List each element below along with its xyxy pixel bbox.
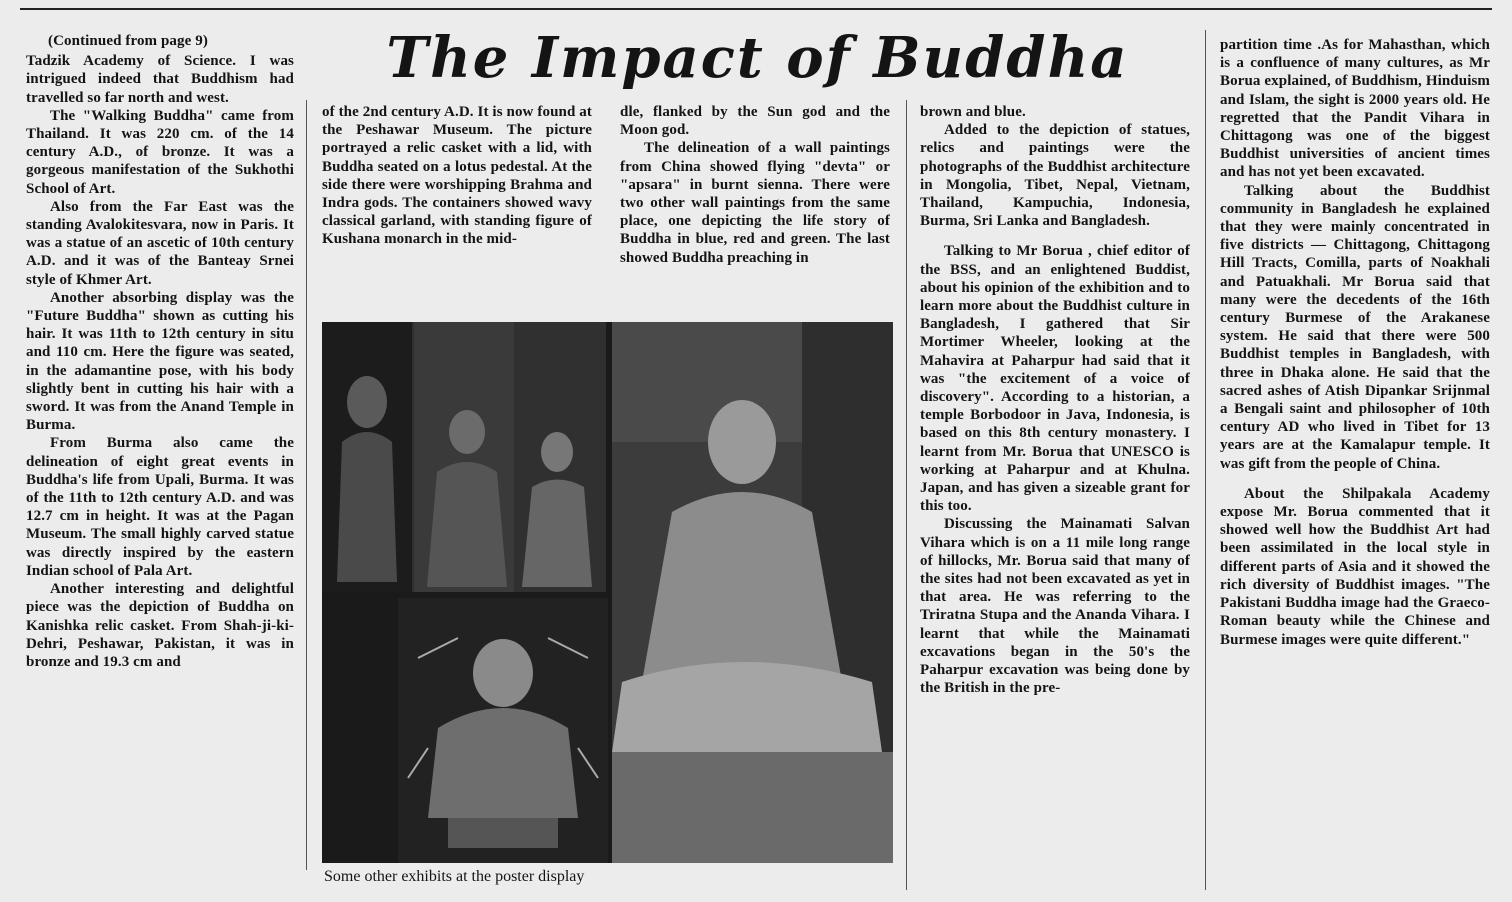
paragraph: dle, flanked by the Sun god and the Moon god. xyxy=(620,104,890,139)
paragraph: The "Walking Buddha" came from Thailand. It was 220 cm. of the 14 century A.D., of bronze. It was a gorgeous manifestation of the Sukhothi School of Art. xyxy=(26,107,294,197)
column-divider xyxy=(906,100,907,890)
paragraph: of the 2nd century A.D. It is now found at the Peshawar Museum. The picture portrayed a relic casket with a lid, with Buddha seated on a lotus pedestal. At the side there were worshipping Brahma and Indra gods. The containers showed wavy classical garland, with standing figure of Kushana monarch in the mid- xyxy=(322,104,592,248)
column-divider xyxy=(306,100,307,870)
top-rule xyxy=(20,8,1492,10)
headline: The Impact of Buddha xyxy=(386,25,1129,91)
photo-caption: Some other exhibits at the poster display xyxy=(324,868,585,885)
photo-buddha-statues xyxy=(322,322,606,592)
photo-casket xyxy=(398,598,608,863)
paragraph: Tadzik Academy of Science. I was intrigued indeed that Buddhism had travelled so far north and west. xyxy=(26,53,294,106)
column-4 xyxy=(920,103,1190,698)
column-3 xyxy=(620,103,890,267)
column-5 xyxy=(1220,36,1490,649)
paragraph: Another interesting and delightful piece was the depiction of Buddha on Kanishka relic casket. From Shah-ji-ki-Dehri, Peshawar, Pakistan, it was in bronze and 19.3 cm and xyxy=(26,581,294,670)
photo-seated-buddha xyxy=(612,322,893,863)
paragraph: About the Shilpakala Academy expose Mr. Borua commented that it showed well how the Buddhist Art had been assimilated in the local style in different parts of Asia and it showed the rich diversity of Buddhist images. "The Pakistani Buddha image had the Graeco-Roman beauty while the Chinese and Burmese images were quite different." xyxy=(1220,485,1490,648)
paragraph: From Burma also came the delineation of eight great events in Buddha's life from Upali, Burma. It was of the 11th to 12th century A.D. and was 12.7 cm in height. It was at the Pagan Museum. The small highly carved statue was directly inspired by the eastern Indian school of Pala Art. xyxy=(26,435,294,579)
paragraph: brown and blue. xyxy=(920,104,1026,120)
column-2 xyxy=(322,103,592,249)
paragraph: partition time .As for Mahasthan, which is a confluence of many cultures, as Mr Borua explained, of Buddhism, Hinduism and Islam, the sight is 2000 years old. He regretted that the Pandit Vihara in Chittagong was one of the biggest Buddhist universities of ancient times and has not yet been excavated. xyxy=(1220,37,1490,181)
paragraph: Another absorbing display was the "Future Buddha" shown as cutting his hair. It was 11th to 12th century in situ and 110 cm. Here the figure was seated, in the adamantine pose, with his body slightly bent in cutting his hair with a sword. It was from the Anand Temple in Burma. xyxy=(26,289,294,434)
casket-image xyxy=(398,598,608,863)
statues-image xyxy=(322,322,606,592)
paragraph: Talking to Mr Borua , chief editor of the BSS, and an enlightened Buddist, about his opinion of the exhibition and to learn more about the Buddhist culture in Bangladesh, I gathered that Sir Mortimer Wheeler, looking at the Mahavira at Paharpur had said that it was "the excitement of a voice of discovery". According to a historian, a temple Borbodoor in Java, Indonesia, is based on this 8th century monastery. I learnt from Mr. Borua that UNESCO is working at Paharpur and at Khulna. Japan, and has given a sizeable grant for this too. xyxy=(920,243,1190,515)
paragraph: Also from the Far East was the standing Avalokitesvara, now in Paris. It was a statue of an ascetic of 10th century A.D. and it was of the Banteay Srnei style of Khmer Art. xyxy=(26,198,294,288)
photo-collage xyxy=(322,322,893,863)
paragraph: Talking about the Buddhist community in Bangladesh he explained that they were mainly concentrated in five districts — Chittagong, Chittagong Hill Tracts, Comilla, parts of Noakhali and Patuakhali. Mr Borua said that many were the decedents of the 16th century Burmese of the Arakanese system. He said that there were 500 Buddhist temples in Bangladesh, with three in Dhaka alone. He said that the sacred ashes of Atish Dipankar Srijnmal a Bengali saint and philosopher of 10th century AD who lived in Tibet for 13 years are at the Kamalapur temple. It was gift from the people of China. xyxy=(1220,182,1490,472)
column-1 xyxy=(26,32,294,671)
column-divider xyxy=(1205,30,1206,890)
paragraph: Discussing the Mainamati Salvan Vihara which is on a 11 mile long range of hillocks, Mr. Borua said that many of the sites had not been excavated as yet in that area. He was referring to the Triratna Stupa and the Ananda Vihara. I learnt that while the Mainamati excavations began in the 50's the Paharpur excavation was being done by the British in the pre- xyxy=(920,516,1190,697)
seated-buddha-image xyxy=(612,322,893,863)
paragraph: The delineation of a wall paintings from China showed flying "devta" or "apsara" in burnt sienna. There were two other wall paintings from the same place, one depicting the life story of Buddha in blue, red and green. The last showed Buddha preaching in xyxy=(620,140,890,266)
continued-note: (Continued from page 9) xyxy=(48,33,208,49)
paragraph: Added to the depiction of statues, relics and paintings were the photographs of the Buddhist architecture in Mongolia, Tibet, Nepal, Vietnam, Thailand, Kampuchia, Indonesia, Burma, Sri Lanka and Bangladesh. xyxy=(920,122,1190,230)
